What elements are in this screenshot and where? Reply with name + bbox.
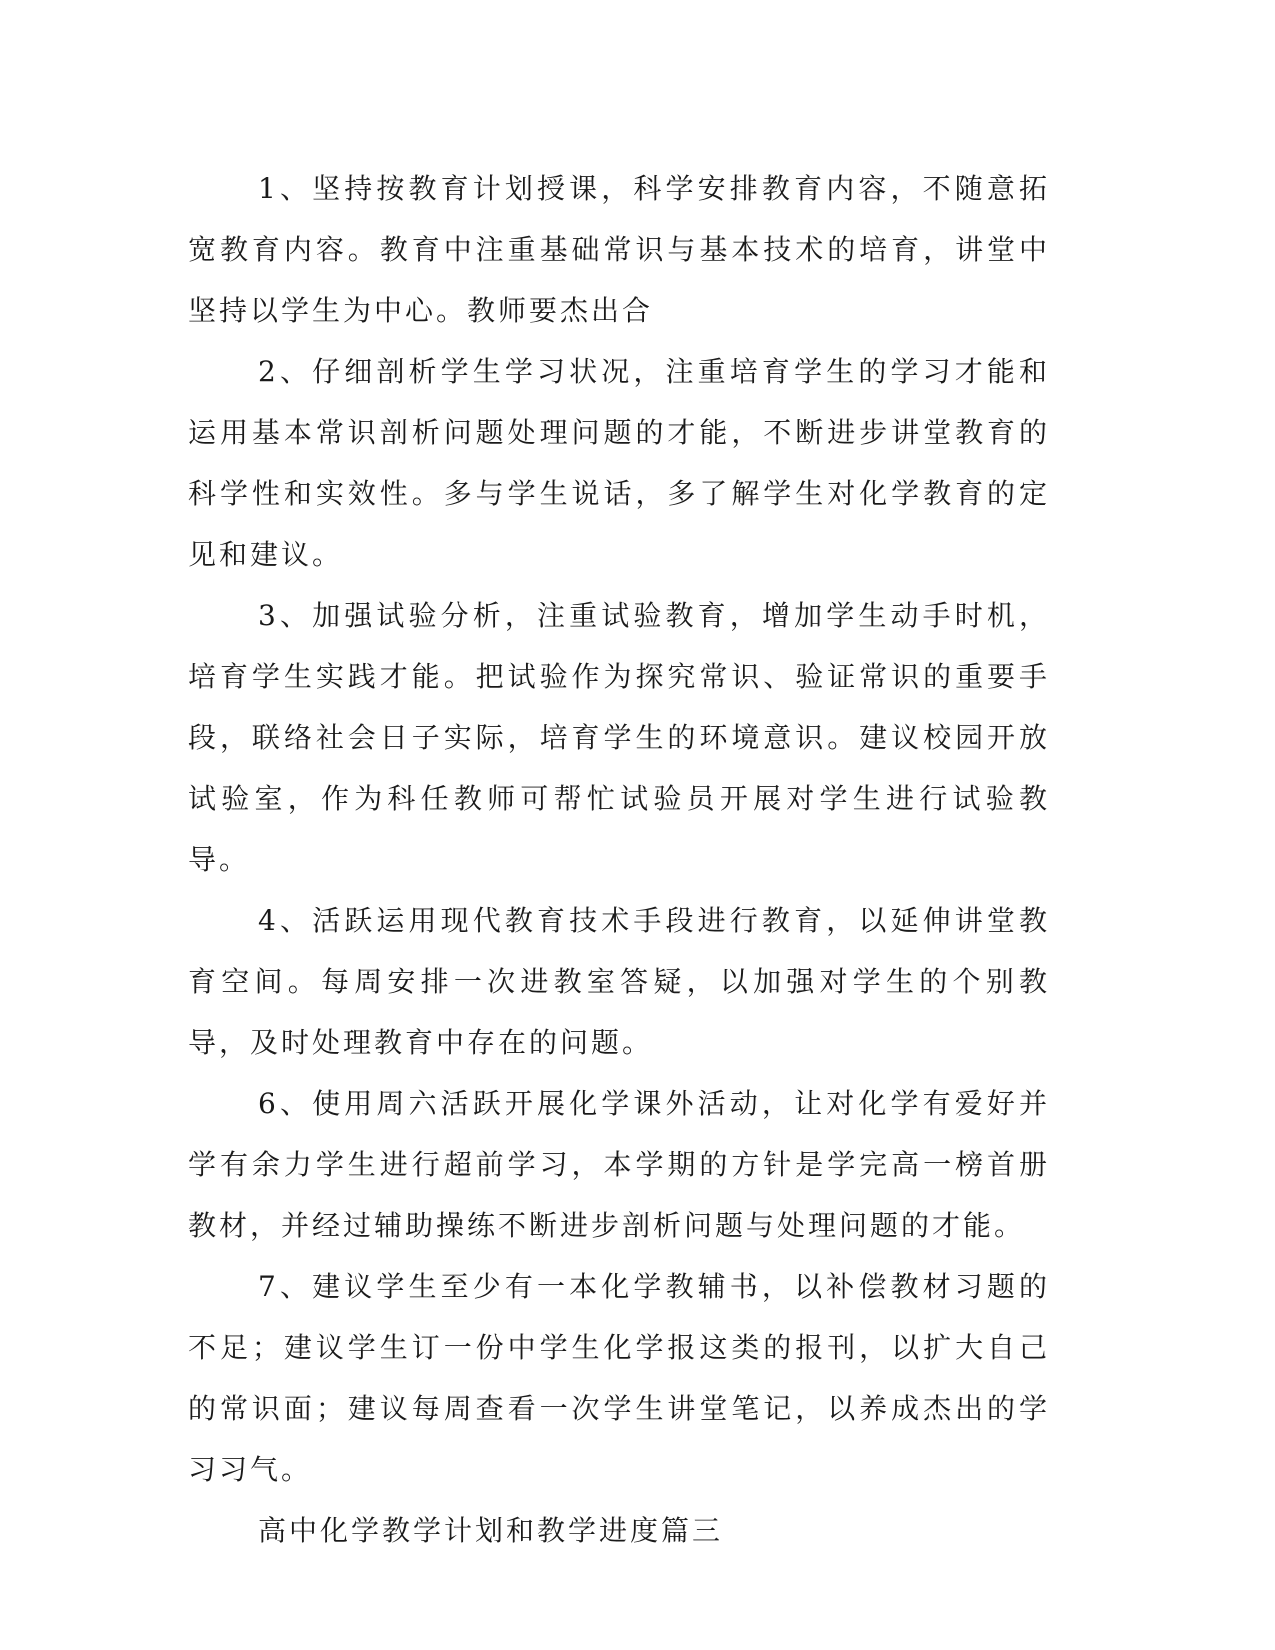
paragraph-4: 4、活跃运用现代教育技术手段进行教育，以延伸讲堂教育空间。每周安排一次进教室答疑，以加强对学生的个别教导，及时处理教育中存在的问题。 — [188, 904, 1050, 1059]
document-body — [188, 158, 1050, 1561]
paragraph-2: 2、仔细剖析学生学习状况，注重培育学生的学习才能和运用基本常识剖析问题处理问题的才能，不断进步讲堂教育的科学性和实效性。多与学生说话，多了解学生对化学教育的定见和建议。 — [188, 355, 1050, 571]
paragraph-6: 6、使用周六活跃开展化学课外活动，让对化学有爱好并学有余力学生进行超前学习，本学期的方针是学完高一榜首册教材，并经过辅助操练不断进步剖析问题与处理问题的才能。 — [188, 1087, 1050, 1242]
paragraph-7: 7、建议学生至少有一本化学教辅书，以补偿教材习题的不足；建议学生订一份中学生化学报这类的报刊，以扩大自己的常识面；建议每周查看一次学生讲堂笔记，以养成杰出的学习习气。 — [188, 1270, 1050, 1486]
paragraph-1: 1、坚持按教育计划授课，科学安排教育内容，不随意拓宽教育内容。教育中注重基础常识与基本技术的培育，讲堂中坚持以学生为中心。教师要杰出合 — [188, 172, 1050, 327]
section-heading: 高中化学教学计划和教学进度篇三 — [258, 1514, 724, 1547]
paragraph-3: 3、加强试验分析，注重试验教育，增加学生动手时机，培育学生实践才能。把试验作为探究常识、验证常识的重要手段，联络社会日子实际，培育学生的环境意识。建议校园开放试验室，作为科任教师可帮忙试验员开展对学生进行试验教导。 — [188, 599, 1050, 876]
